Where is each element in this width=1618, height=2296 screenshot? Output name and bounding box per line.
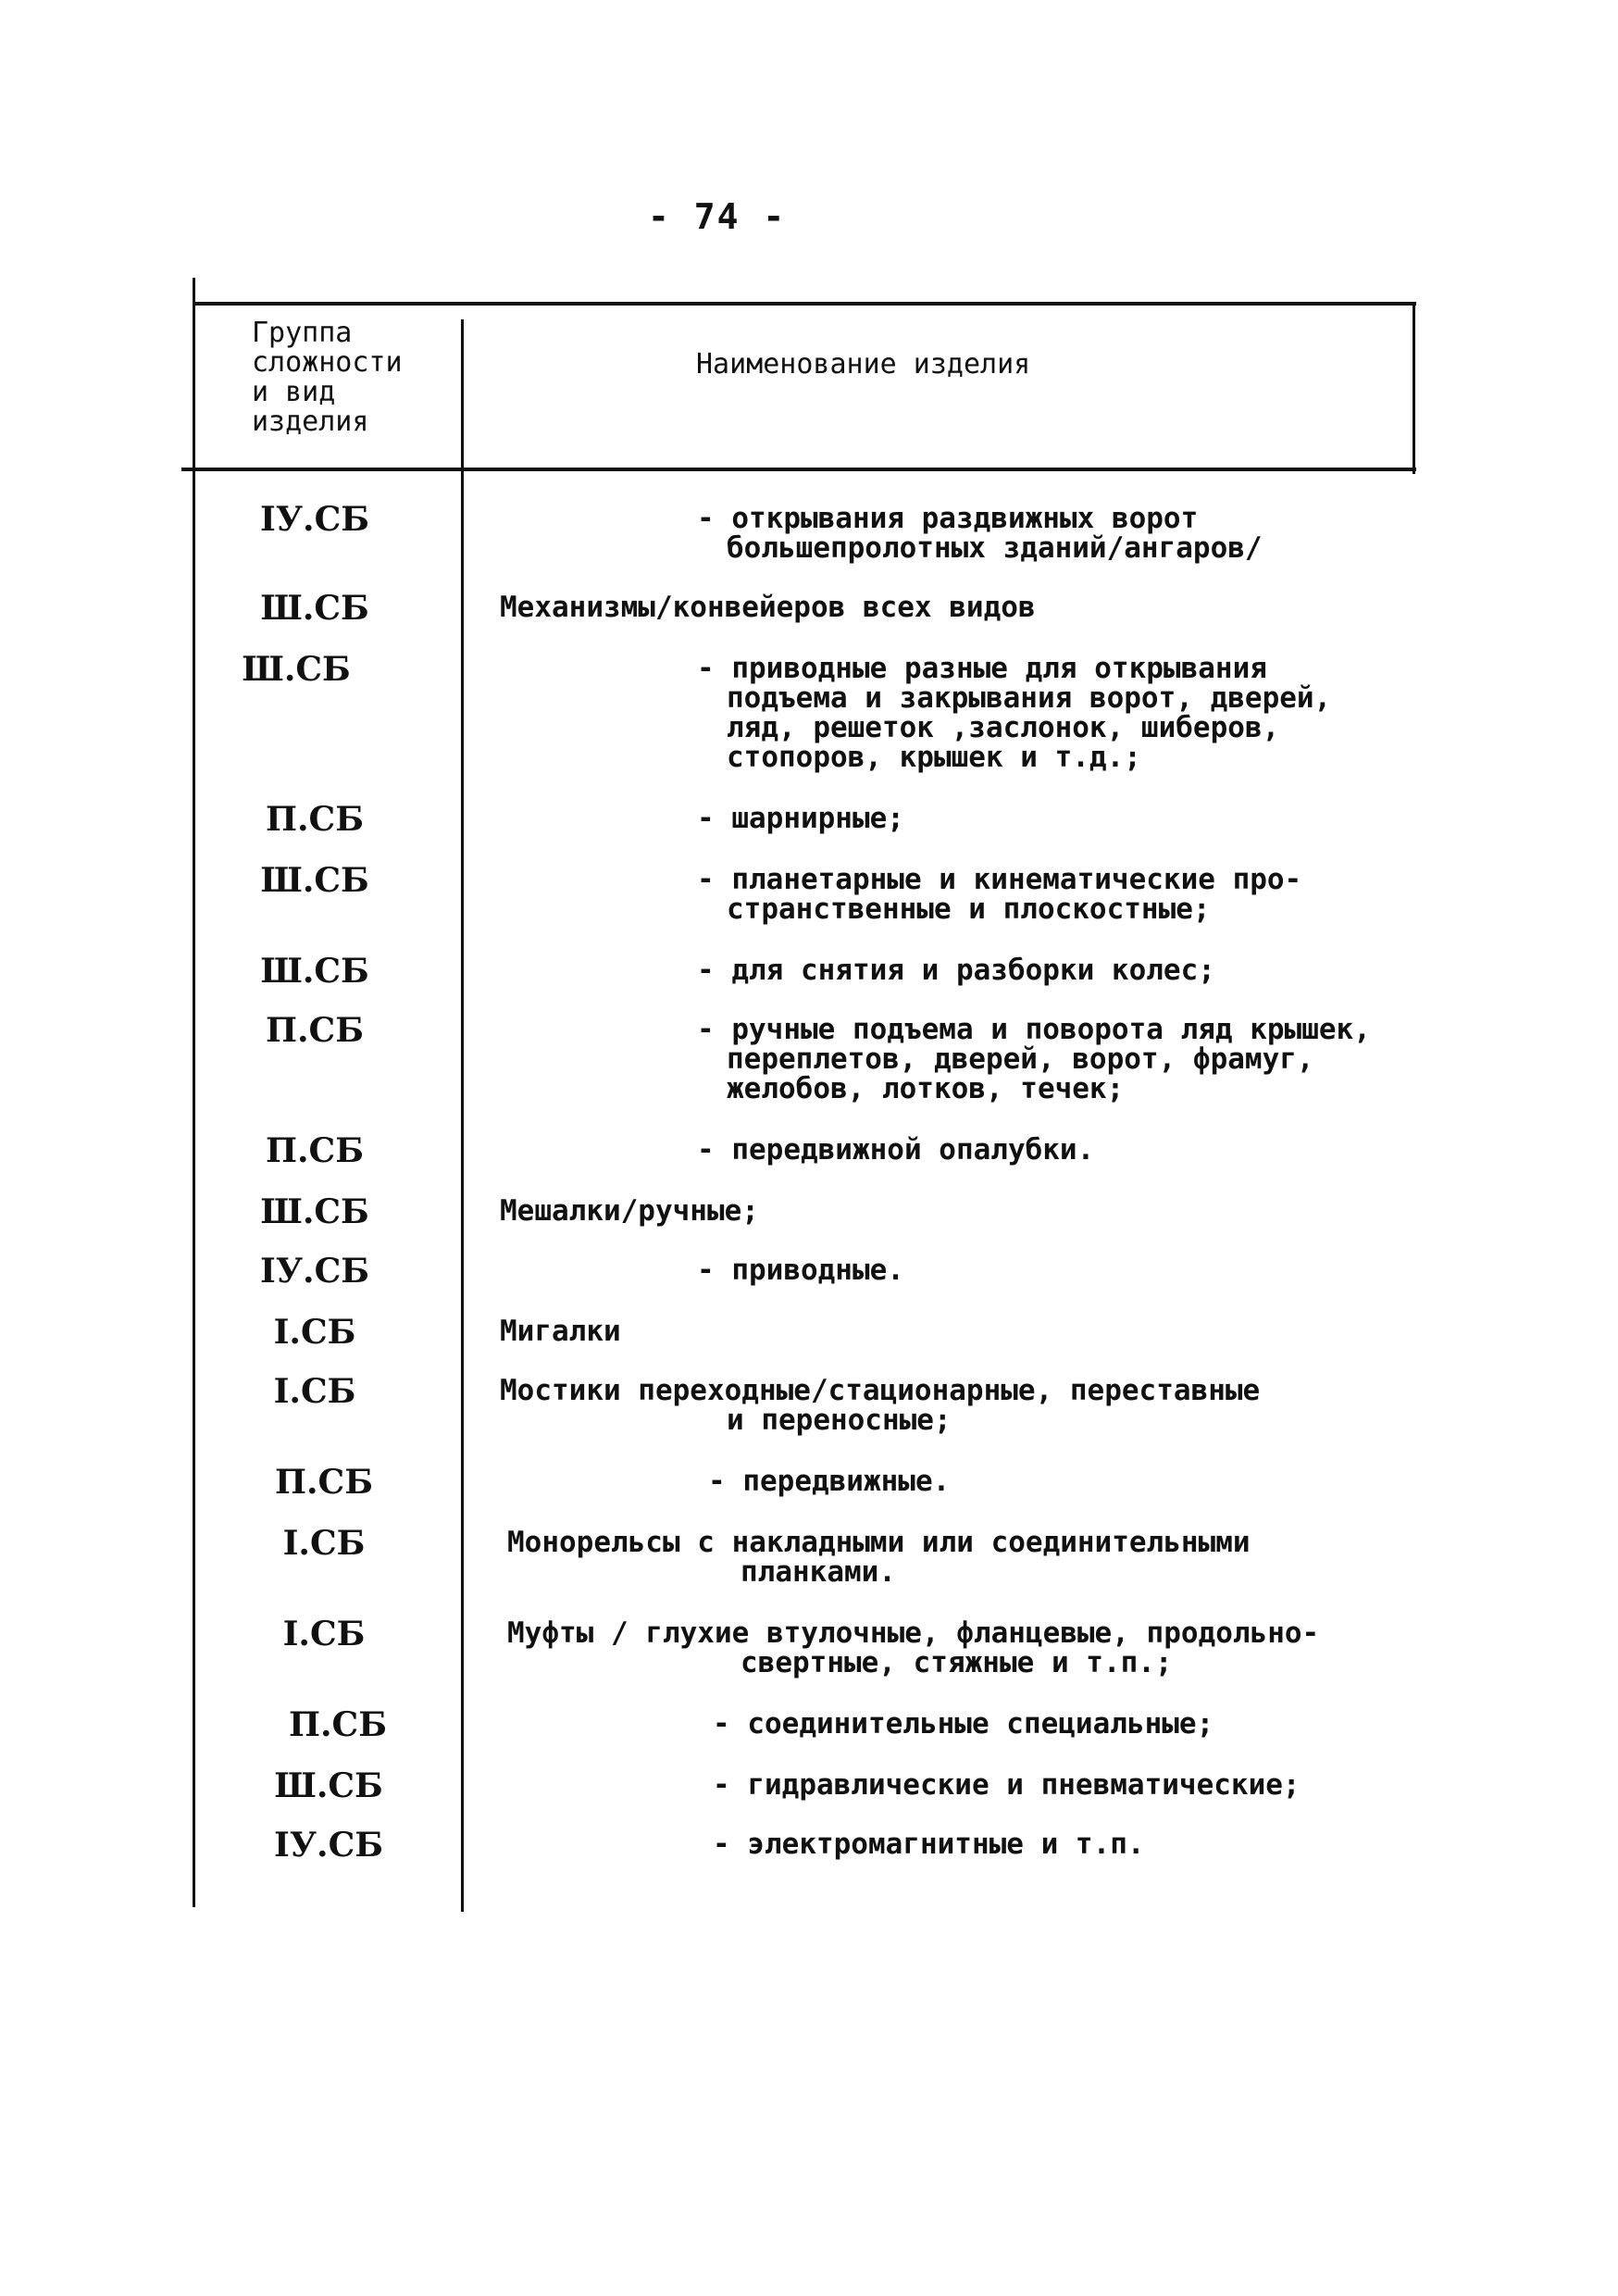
row-text-line: планками. <box>741 1555 896 1589</box>
row-code: IУ.СБ <box>273 1826 383 1865</box>
row-code: Ш.СБ <box>274 1766 383 1805</box>
row-text-line: - приводные. <box>697 1254 904 1287</box>
row-text-line: - гидравлические и пневматические; <box>713 1768 1301 1802</box>
row-text-line: - планетарные и кинематические про- <box>697 863 1302 896</box>
row-text-line: - для снятия и разборки колес; <box>697 954 1215 987</box>
row-code: I.СБ <box>282 1615 366 1653</box>
row-code: П.СБ <box>275 1463 373 1502</box>
row-text-line: - соединительные специальные; <box>713 1707 1214 1741</box>
row-code: Ш.СБ <box>260 861 369 900</box>
row-text-line: ляд, решеток ,заслонок, шиберов, <box>727 711 1280 744</box>
row-code: I.СБ <box>273 1372 356 1411</box>
header-col2: Наименование изделия <box>696 348 1031 381</box>
row-text-line: и переносные; <box>727 1404 952 1437</box>
row-text-line: - открывания раздвижных ворот <box>697 502 1199 535</box>
header-col1-line: изделия <box>252 406 369 438</box>
row-text-line: Монорельсы с накладными или соединительными <box>507 1526 1251 1559</box>
page-number: - 74 - <box>648 196 787 237</box>
row-text-line: желобов, лотков, течек; <box>727 1072 1125 1105</box>
row-text-line: Мигалки <box>500 1315 621 1348</box>
header-col1-line: сложности <box>252 346 403 379</box>
table-left-border <box>193 278 195 1907</box>
row-text-line: переплетов, дверей, ворот, фрамуг, <box>727 1042 1314 1076</box>
row-text-line: стопоров, крышек и т.д.; <box>727 741 1141 774</box>
row-code: Ш.СБ <box>260 952 369 991</box>
row-code: Ш.СБ <box>260 1192 369 1231</box>
row-code: IУ.СБ <box>259 1252 369 1291</box>
row-text-line: - электромагнитные и т.п. <box>713 1828 1145 1861</box>
header-col1 <box>252 318 403 437</box>
table-top-border <box>193 302 1416 306</box>
row-text-line: Муфты / глухие втулочные, фланцевые, продольно- <box>507 1616 1320 1650</box>
row-code: Ш.СБ <box>242 650 351 689</box>
header-bottom-border <box>181 468 1416 471</box>
row-text-line: свертные, стяжные и т.п.; <box>741 1646 1173 1679</box>
row-text-line: - передвижные. <box>708 1465 951 1498</box>
row-text-line: подъема и закрывания ворот, дверей, <box>727 681 1332 715</box>
row-code: I.СБ <box>273 1313 356 1352</box>
header-col1-line: и вид <box>252 376 336 408</box>
row-code: Ш.СБ <box>260 589 369 628</box>
row-text-line: странственные и плоскостные; <box>727 892 1211 926</box>
row-code: П.СБ <box>266 1131 364 1170</box>
row-code: П.СБ <box>289 1705 387 1744</box>
row-code: П.СБ <box>266 1011 364 1050</box>
row-code: I.СБ <box>282 1524 366 1563</box>
row-code: П.СБ <box>266 800 364 839</box>
row-code: IУ.СБ <box>259 500 369 539</box>
column-divider <box>461 319 464 1912</box>
row-text-line: - приводные разные для открывания <box>697 652 1267 685</box>
table-right-border <box>1413 302 1415 474</box>
row-text-line: Мостики переходные/стационарные, переставные <box>500 1374 1261 1407</box>
header-col1-line: Группа <box>252 317 353 349</box>
row-text-line: Мешалки/ручные; <box>500 1194 759 1228</box>
row-text-line: большепролотных зданий/ангаров/ <box>727 531 1263 565</box>
row-text-line: - шарнирные; <box>697 802 904 835</box>
row-text-line: Механизмы/конвейеров всех видов <box>500 591 1036 624</box>
row-text-line: - передвижной опалубки. <box>697 1133 1095 1167</box>
row-text-line: - ручные подъема и поворота ляд крышек, <box>697 1013 1371 1046</box>
